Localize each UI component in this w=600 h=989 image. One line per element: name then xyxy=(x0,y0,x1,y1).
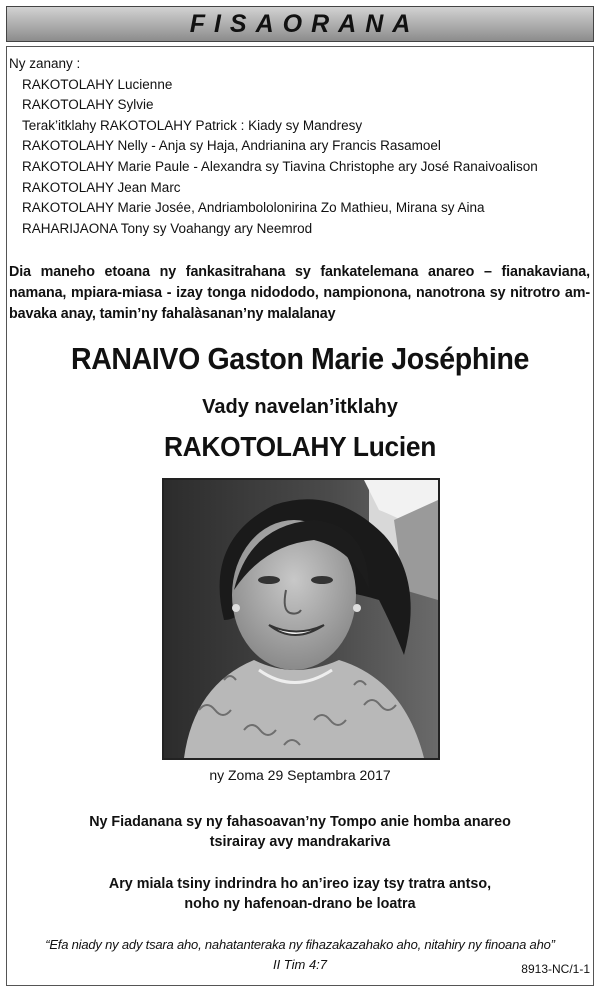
ad-code: 8913-NC/1-1 xyxy=(521,962,590,976)
list-item: RAHARIJAONA Tony sy Voahangy ary Neemrod xyxy=(22,220,313,236)
list-item: RAKOTOLAHY Lucienne xyxy=(22,76,173,92)
spouse-name: RAKOTOLAHY Lucien xyxy=(163,431,437,462)
apology-line-1: Ary miala tsiny indrindra ho an’ireo izay tsy tratra antso, xyxy=(108,876,492,892)
bible-quote: “Efa niady ny ady tsara aho, nahatanteraka ny fihazakazahako aho, nitahiry ny finoana aho” xyxy=(45,937,555,952)
blessing-message xyxy=(0,812,600,852)
children-section xyxy=(9,54,538,239)
list-item: RAKOTOLAHY Jean Marc xyxy=(22,179,181,195)
list-item: RAKOTOLAHY Marie Paule - Alexandra sy Tiavina Christophe ary José Ranaivoalison xyxy=(22,158,538,174)
thanks-paragraph: Dia maneho etoana ny fankasitrahana sy fankatelemana anareo – fianakaviana, namana, mpiara-miasa - izay tonga nidododo, nampionona, nanotrona sy nitrotro am-bavaka anay, tamin’ny fahalàsanan’ny malalanay xyxy=(9,264,590,322)
blessing-line-2: tsirairay avy mandrakariva xyxy=(209,834,391,850)
spouse-label: Vady navelan’itklahy xyxy=(202,396,398,418)
apology-message xyxy=(0,874,600,914)
apology-line-2: noho ny hafenoan-drano be loatra xyxy=(184,896,416,912)
date-line: ny Zoma 29 Septambra 2017 xyxy=(209,767,391,783)
page-title: FISAORANA xyxy=(189,9,420,38)
bible-reference: II Tim 4:7 xyxy=(272,957,328,972)
children-label: Ny zanany : xyxy=(9,56,81,71)
portrait-photo xyxy=(162,478,440,760)
deceased-name: RANAIVO Gaston Marie Joséphine xyxy=(70,341,530,376)
list-item: Terak’itklahy RAKOTOLAHY Patrick : Kiady sy Mandresy xyxy=(22,117,363,133)
list-item: RAKOTOLAHY Marie Josée, Andriambololonirina Zo Mathieu, Mirana sy Aina xyxy=(22,200,485,216)
list-item: RAKOTOLAHY Sylvie xyxy=(22,97,154,113)
blessing-line-1: Ny Fiadanana sy ny fahasoavan’ny Tompo anie homba anareo xyxy=(89,814,511,830)
children-list xyxy=(9,75,538,240)
list-item: RAKOTOLAHY Nelly - Anja sy Haja, Andrianina ary Francis Rasamoel xyxy=(22,138,441,154)
header-banner xyxy=(6,6,594,42)
